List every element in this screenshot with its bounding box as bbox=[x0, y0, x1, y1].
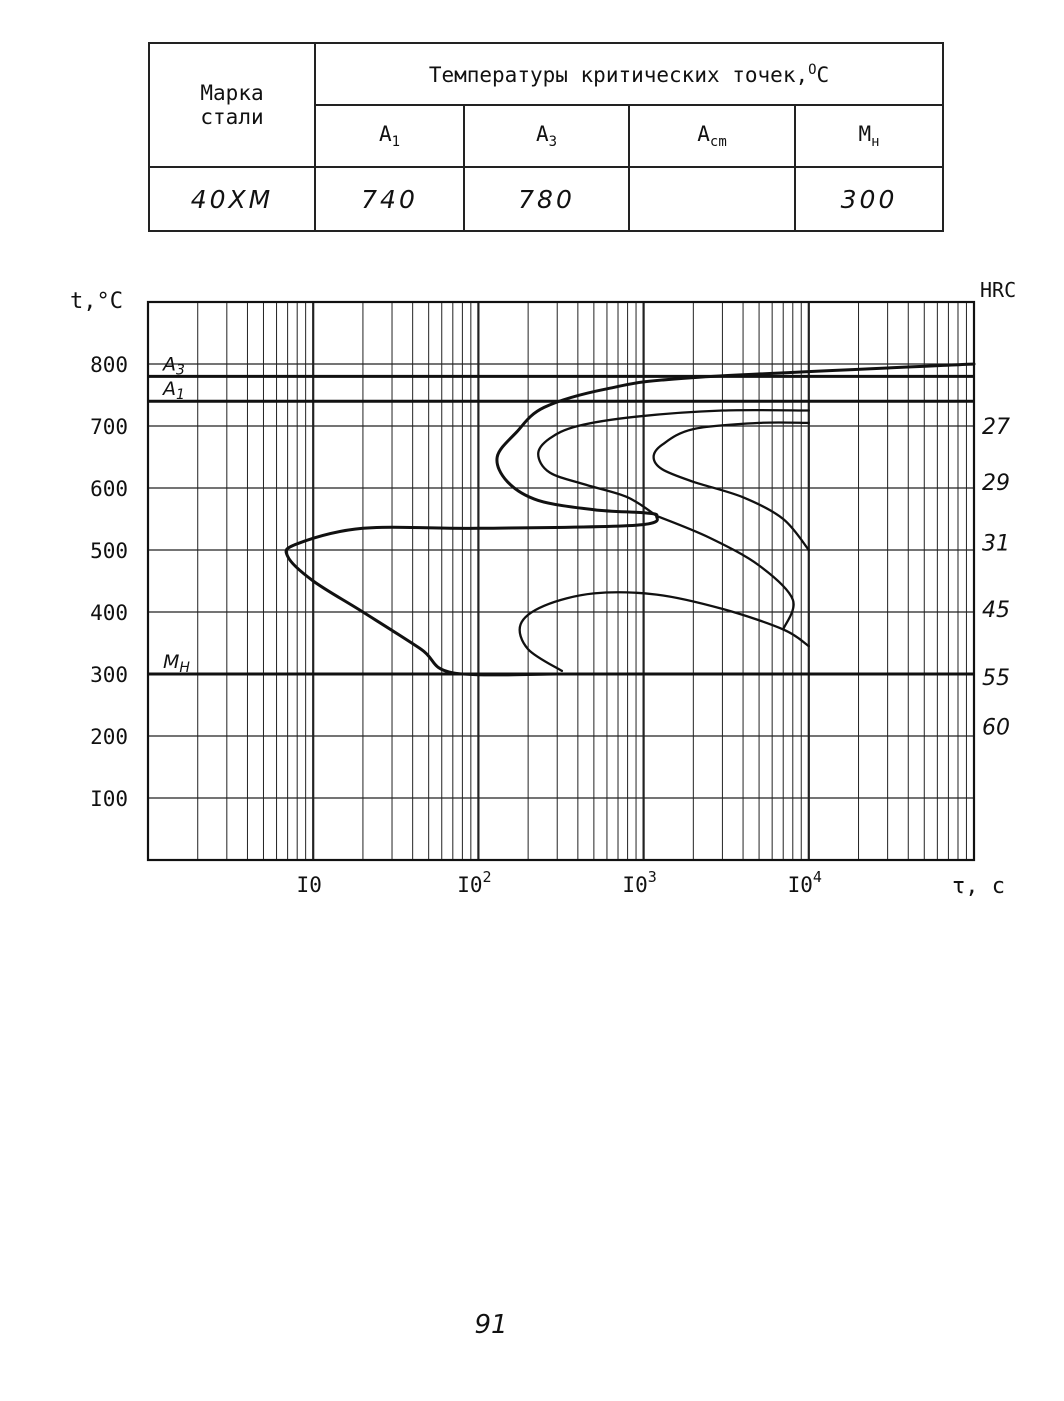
critical-points-table bbox=[148, 42, 944, 232]
col-header-acm bbox=[629, 105, 795, 167]
col-acm-sub: cm bbox=[709, 134, 727, 151]
col-header-mn bbox=[795, 105, 943, 167]
col-header-a3 bbox=[464, 105, 629, 167]
hrc-value-label: 55 bbox=[982, 666, 1010, 692]
col-header-a1 bbox=[315, 105, 464, 167]
plot-frame bbox=[148, 302, 974, 860]
cell-a3: 780 bbox=[464, 167, 629, 231]
critical-temps-title: Температуры критических точек, bbox=[428, 62, 809, 87]
y-axis-label: t,°C bbox=[70, 289, 123, 314]
steel-grade-header bbox=[149, 43, 315, 167]
hrc-axis-label: HRC bbox=[980, 278, 1017, 302]
y-tick-label: 400 bbox=[90, 601, 128, 625]
transformation-curve-3 bbox=[654, 422, 809, 550]
y-tick-label: 200 bbox=[90, 725, 128, 749]
x-tick-label: $I0^3$ bbox=[622, 868, 657, 897]
x-tick-label: $I0^2$ bbox=[457, 868, 492, 897]
col-a3-main: A bbox=[535, 121, 549, 146]
col-a1-sub: 1 bbox=[391, 134, 401, 151]
cell-acm bbox=[629, 167, 795, 231]
y-tick-label: 500 bbox=[90, 539, 128, 563]
cell-a1: 740 bbox=[315, 167, 464, 231]
y-tick-label: I00 bbox=[90, 787, 128, 811]
degree-sup: O bbox=[808, 61, 817, 78]
steel-grade-header-line2: стали bbox=[200, 105, 264, 129]
reference-label-a3: $A_3$ bbox=[163, 353, 185, 379]
cell-steel-grade: 40XM bbox=[149, 167, 315, 231]
col-mn-main: M bbox=[858, 121, 872, 146]
col-mn-sub: н bbox=[871, 134, 880, 151]
transformation-curve-5 bbox=[520, 592, 809, 671]
x-tick-label: $I0^4$ bbox=[787, 868, 822, 897]
col-a1-main: A bbox=[378, 121, 392, 146]
x-tick-label: I0 bbox=[296, 873, 322, 897]
col-a3-sub: 3 bbox=[548, 134, 558, 151]
y-tick-label: 600 bbox=[90, 477, 128, 501]
hrc-value-label: 31 bbox=[982, 531, 1010, 557]
y-tick-label: 800 bbox=[90, 353, 128, 377]
reference-label-mn: $M_H$ bbox=[163, 651, 190, 676]
temps-unit: C bbox=[816, 62, 830, 87]
page-number: 91 bbox=[474, 1310, 508, 1340]
y-tick-label: 700 bbox=[90, 415, 128, 439]
hrc-value-label: 45 bbox=[982, 597, 1010, 623]
critical-temps-header bbox=[315, 43, 943, 105]
hrc-value-label: 60 bbox=[982, 715, 1010, 741]
y-tick-label: 300 bbox=[90, 663, 128, 687]
cell-mn: 300 bbox=[795, 167, 943, 231]
x-axis-label: τ, c bbox=[952, 874, 1005, 899]
col-acm-main: A bbox=[697, 121, 710, 146]
hrc-value-label: 29 bbox=[982, 470, 1010, 496]
hrc-value-label: 27 bbox=[982, 415, 1010, 440]
transformation-curve-1 bbox=[286, 364, 974, 675]
steel-grade-header-line1: Марка bbox=[200, 81, 264, 105]
ttt-diagram bbox=[0, 260, 1064, 920]
reference-label-a1: $A_1$ bbox=[163, 378, 185, 404]
